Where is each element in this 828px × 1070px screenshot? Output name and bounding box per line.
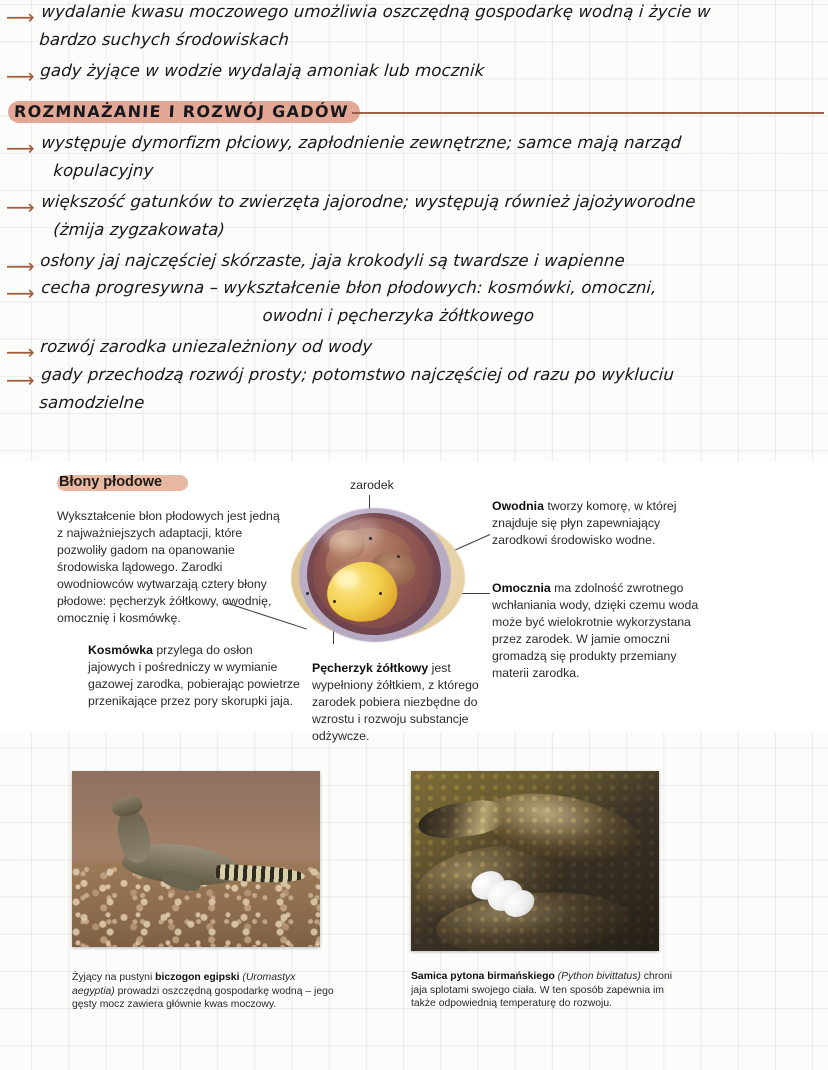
yolk-highlight xyxy=(335,570,359,588)
egg-gloss-highlight xyxy=(319,516,381,550)
arrow-right-icon: ⟶ xyxy=(6,340,35,364)
note-bullet xyxy=(6,280,818,335)
arrow-right-icon: ⟶ xyxy=(6,135,35,160)
pointer-dot-kosmowka xyxy=(306,592,309,595)
note-bullet xyxy=(6,364,818,422)
caption-species-latin: (Python bivittatus) xyxy=(554,971,641,983)
header-rule xyxy=(352,112,824,114)
note-line: cecha progresywna – wykształcenie błon płodowych: kosmówki, omoczni, xyxy=(40,278,658,297)
callout-text: ma zdolność zwrotnego wchłaniania wody, dzięki czemu woda może być wielokrotnie wykorzystana przez zarodek. W jamie omoczni gromadzą się produkty przemiany materii zarodka. xyxy=(492,581,699,681)
caption-species-common: Samica pytona birmańskiego xyxy=(411,971,555,983)
note-line: gady żyjące w wodzie wydalają amoniak lub mocznik xyxy=(39,61,486,80)
note-text xyxy=(39,63,819,91)
callout-term: Owodnia xyxy=(492,499,544,514)
caption-species-common: biczogon egipski xyxy=(155,972,240,984)
note-line: gady przechodzą rozwój prosty; potomstwo najczęściej od razu po wykluciu xyxy=(40,364,675,384)
callout-text: tworzy komorę, w której znajduje się płyn zapewniający zarodkowi środowisko wodne. xyxy=(492,499,677,548)
note-line: większość gatunków to zwierzęta jajorodne; występują również jajożyworodne xyxy=(40,191,697,211)
figure-title: Błony płodowe xyxy=(59,474,163,490)
note-text xyxy=(39,339,819,367)
note-line: bardzo suchych środowiskach xyxy=(38,29,290,49)
section-header-row xyxy=(6,102,818,122)
pointer-dot-zarodek xyxy=(369,537,372,540)
note-bullet xyxy=(6,63,818,91)
pointer-dot-owodnia xyxy=(397,555,400,558)
note-line: kopulacyjny xyxy=(52,160,155,179)
note-line: występuje dymorfizm płciowy, zapłodnienie zewnętrzne; samce mają narząd xyxy=(40,132,682,152)
callout-text: jest wypełniony żółtkiem, z którego zarodek pobiera niezbędne do wzrostu i rozwoju substancje odżywcze. xyxy=(312,661,479,744)
caption-post: prowadzi oszczędną gospodarkę wodną – jego gęsty mocz zawiera głównie kwas moczowy. xyxy=(72,985,334,1011)
arrow-right-icon: ⟶ xyxy=(6,367,35,392)
note-bullet xyxy=(6,339,818,367)
arrow-right-icon: ⟶ xyxy=(6,281,35,305)
note-line: owodni i pęcherzyka żółtkowego xyxy=(262,305,535,325)
note-line: osłony jaj najczęściej skórzaste, jaja krokodyli są twardsze i wapienne xyxy=(39,250,626,270)
handwritten-notes xyxy=(0,0,828,426)
photo-caption-pyton xyxy=(411,970,679,1011)
python-scale-texture xyxy=(411,771,659,951)
note-line: wydalanie kwasu moczowego umożliwia oszczędną gospodarkę wodną i życie w xyxy=(40,2,712,21)
caption-species-latin: (Uromastyx aegyptia) xyxy=(72,972,296,997)
callout-owodnia xyxy=(492,498,697,549)
pointer-dot-pecherzyk xyxy=(333,600,336,603)
note-bullet xyxy=(6,4,818,59)
note-line: rozwój zarodka uniezależniony od wody xyxy=(39,337,373,356)
photo-pyton-birmanski xyxy=(411,771,659,951)
note-line: (żmija zygzakowata) xyxy=(52,219,226,238)
note-text xyxy=(38,191,820,249)
note-text xyxy=(38,4,820,59)
arrow-right-icon: ⟶ xyxy=(6,194,35,219)
callout-term: Pęcherzyk żółtkowy xyxy=(312,661,429,676)
figure-intro-paragraph: Wykształcenie błon płodowych jest jedną z najważniejszych adaptacji, które pozwoliły gadom na opanowanie środowiska lądowego. Zarodki owodniowców wytwarzają cztery błony płodowe: pęcherzyk żółtkowy, owodnię, omocznię i kosmówkę. xyxy=(57,509,280,626)
diagram-label-zarodek: zarodek xyxy=(350,478,394,492)
note-text xyxy=(39,250,819,281)
callout-term: Omocznia xyxy=(492,581,551,596)
note-text xyxy=(38,364,820,422)
arrow-right-icon: ⟶ xyxy=(6,64,35,88)
note-bullet xyxy=(6,250,818,281)
arrow-right-icon: ⟶ xyxy=(6,253,35,278)
pointer-dot-omocznia xyxy=(379,592,382,595)
arrow-right-icon: ⟶ xyxy=(6,5,35,29)
photo-caption-biczogon xyxy=(72,971,334,1012)
callout-omocznia xyxy=(492,580,704,682)
photo-biczogon-egipski xyxy=(72,771,320,947)
note-text xyxy=(38,280,820,335)
caption-post: chroni jaja splotami swojego ciała. W ten sposób zapewnia im także odpowiednią temperaturę do rozwoju. xyxy=(411,971,673,1010)
note-line: samodzielne xyxy=(38,392,146,411)
callout-kosmowka xyxy=(88,642,303,710)
note-bullet xyxy=(6,132,818,190)
callout-text: przylega do osłon jajowych i pośredniczy w wymianie gazowej zarodka, pobierając powietrze przenikające przez pory skorupki jaja. xyxy=(88,643,300,709)
callout-term: Kosmówka xyxy=(88,643,153,658)
figure-title-wrap xyxy=(57,473,172,491)
caption-pre: Żyjący na pustyni xyxy=(72,972,156,984)
note-bullet xyxy=(6,191,818,249)
note-text xyxy=(38,132,820,190)
callout-pecherzyk xyxy=(312,660,492,745)
amniotic-egg-illustration xyxy=(283,500,473,650)
section-title: ROZMNAŻANIE I ROZWÓJ GADÓW xyxy=(13,101,350,121)
textbook-figure-panel xyxy=(0,462,828,744)
